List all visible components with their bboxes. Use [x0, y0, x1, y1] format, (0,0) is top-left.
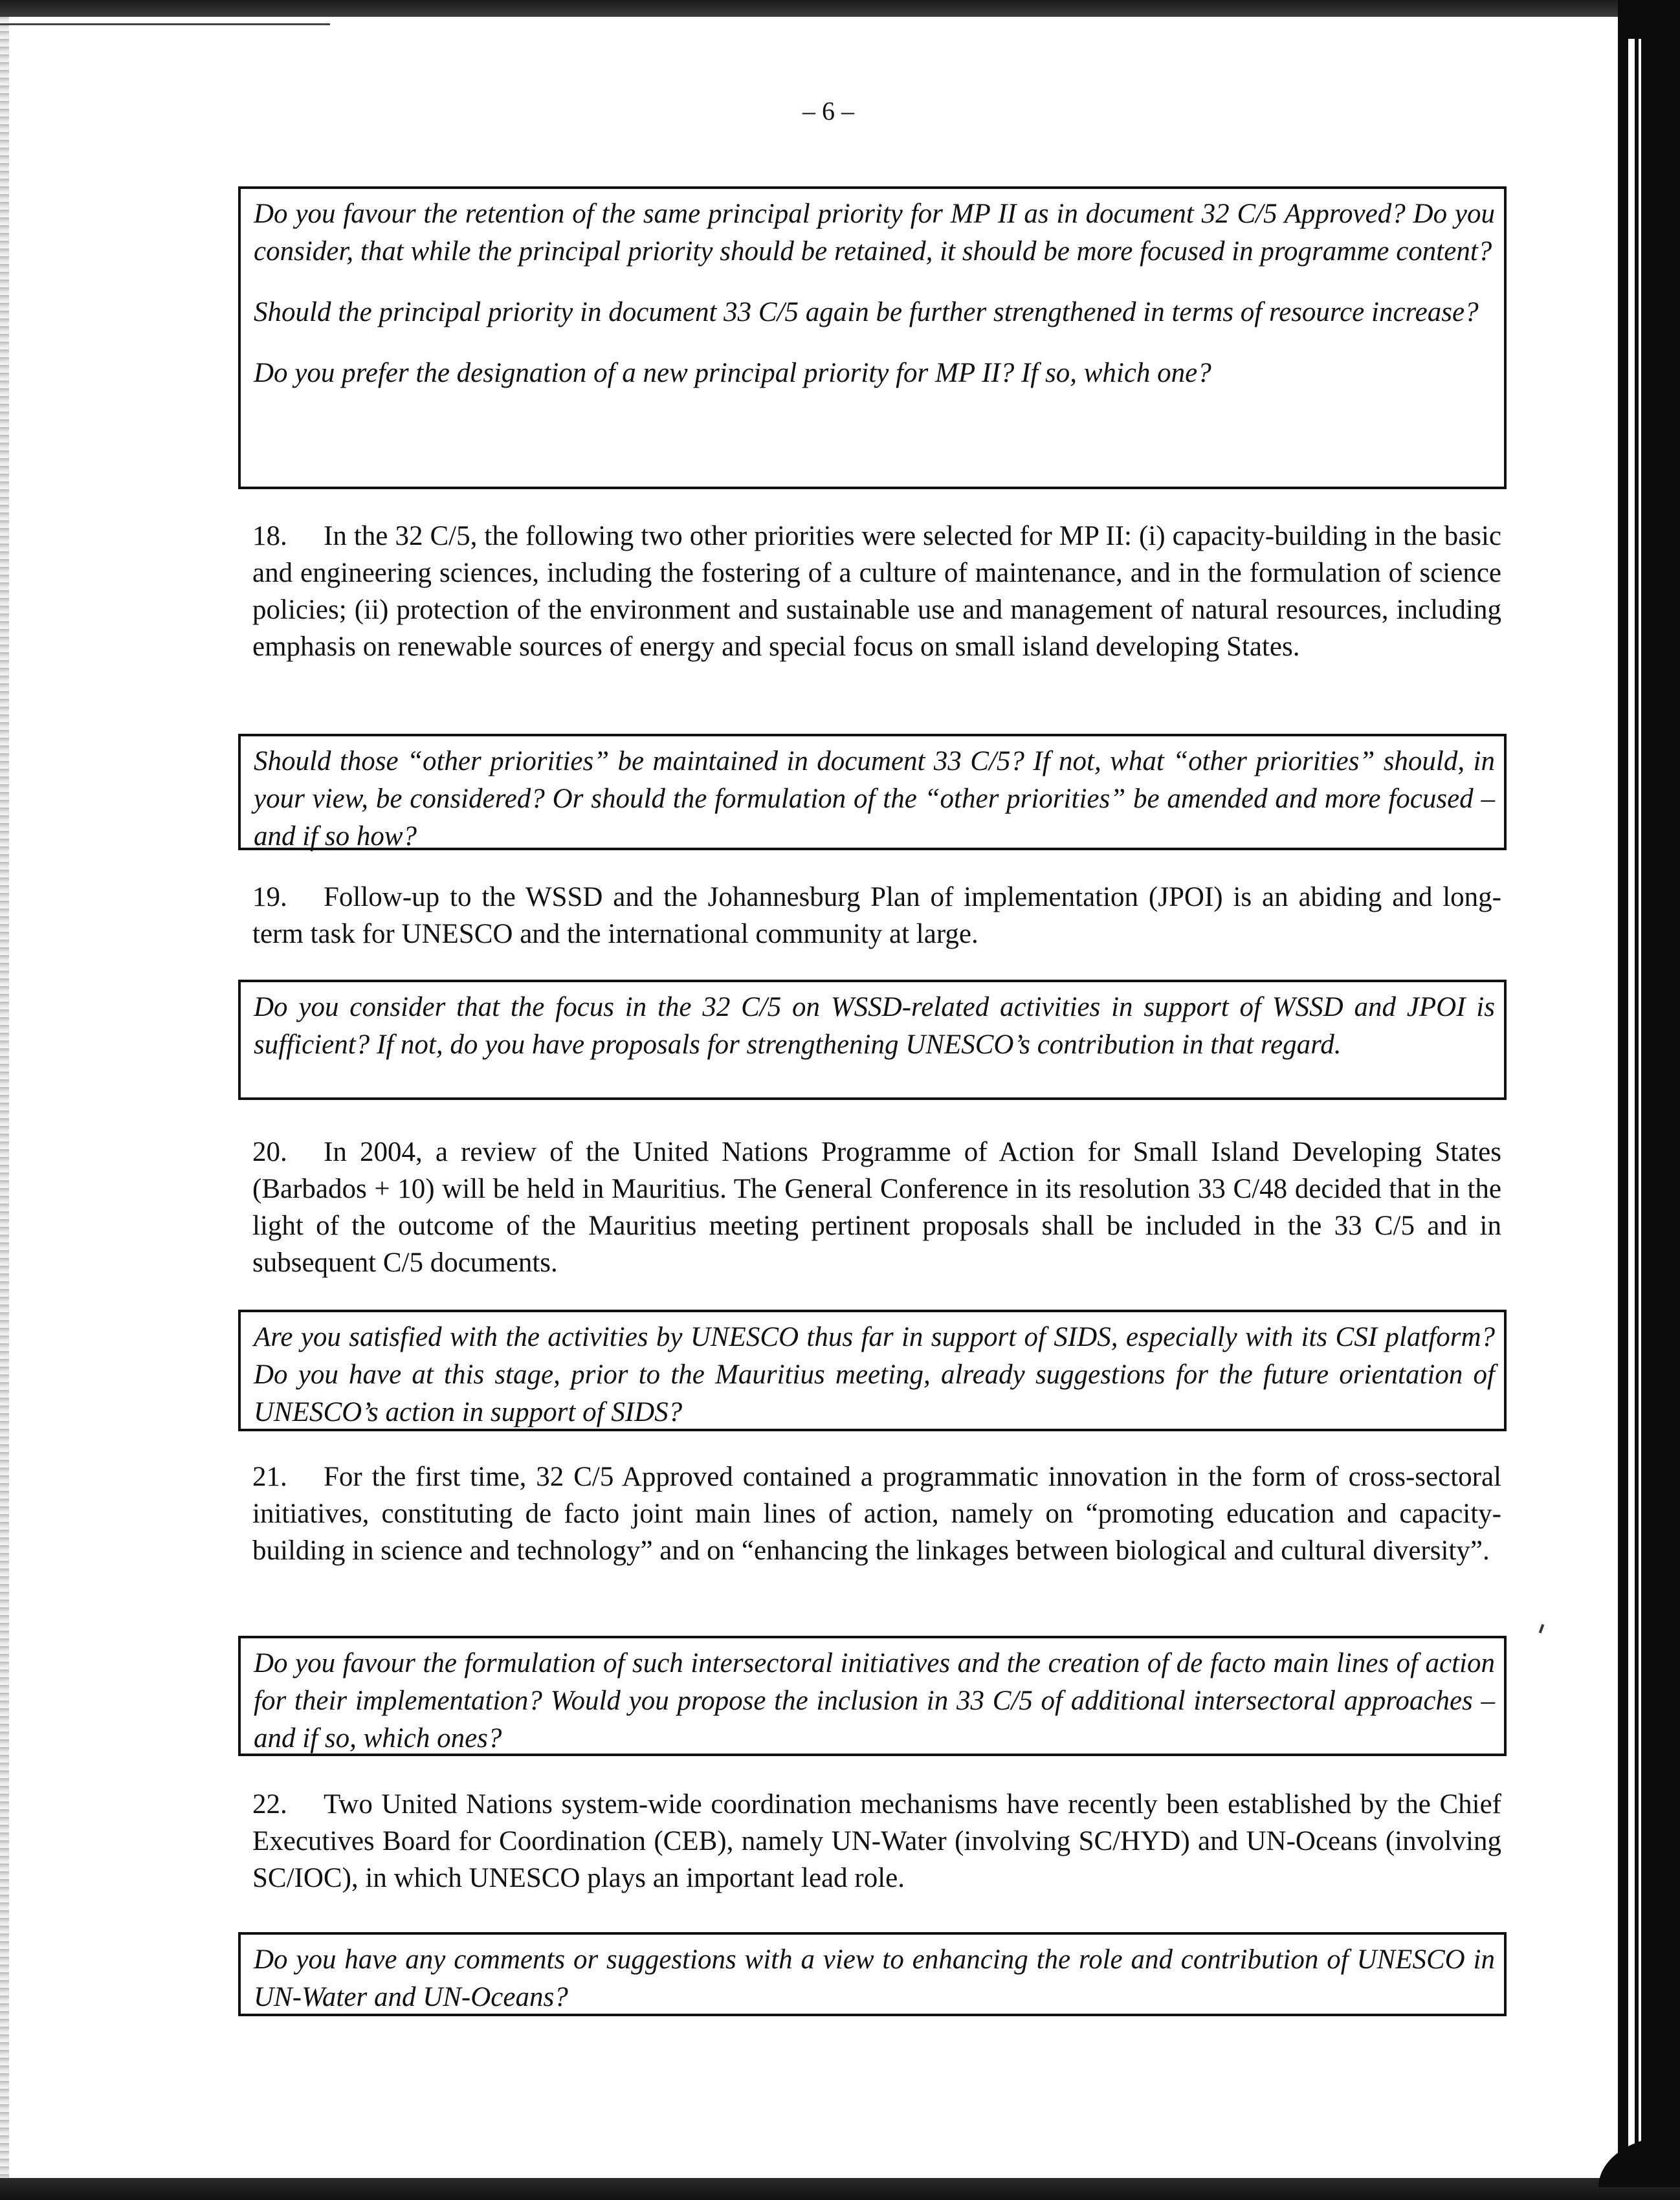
question-box-wssd: [238, 980, 1507, 1100]
paragraph-number: 22.: [252, 1789, 287, 1820]
paragraph-number: 19.: [252, 882, 287, 912]
question-text: Do you prefer the designation of a new principal priority for MP II? If so, which one?: [254, 358, 1211, 388]
paragraph-21: [252, 1458, 1501, 1569]
paragraph-text: In the 32 C/5, the following two other priorities were selected for MP II: (i) capacity-building in the basic and engineering sciences, including the fostering of a culture of maintenance, and in the formulation of science policies; (ii) protection of the environment and sustainable use and management of natural resources, including emphasis on renewable sources of energy and special focus on small island developing States.: [252, 521, 1501, 662]
scan-edge-right: [1618, 0, 1680, 2200]
paragraph-18: [252, 518, 1501, 665]
question-text: Do you consider that the focus in the 32 C/5 on WSSD-related activities in support of WSSD and JPOI is sufficient? If not, do you have proposals for strengthening UNESCO’s contribution in that regard.: [254, 992, 1495, 1060]
question-text: Do you have any comments or suggestions with a view to enhancing the role and contribution of UNESCO in UN-Water and UN-Oceans?: [254, 1944, 1495, 2012]
paragraph-22: [252, 1786, 1501, 1897]
question-text: Should those “other priorities” be maintained in document 33 C/5? If not, what “other priorities” should, in your view, be considered? Or should the formulation of the “other priorities” be amended and more focused – and if so how?: [254, 746, 1495, 852]
scan-edge-bottom: [0, 2178, 1680, 2200]
scan-edge-top: [0, 0, 1680, 17]
question-text: Do you favour the formulation of such intersectoral initiatives and the creation of de facto main lines of action for their implementation? Would you propose the inclusion in 33 C/5 of additional intersectoral approaches – and if so, which ones?: [254, 1648, 1495, 1754]
paragraph-number: 21.: [252, 1462, 287, 1492]
question-text: Are you satisfied with the activities by UNESCO thus far in support of SIDS, especially with its CSI platform? Do you have at this stage, prior to the Mauritius meeting, already suggestions for the future orientation of UNESCO’s action in support of SIDS?: [254, 1322, 1495, 1427]
question-box-principal-priority: [238, 186, 1507, 489]
paragraph-20: [252, 1134, 1501, 1281]
paragraph-19: [252, 879, 1501, 952]
scan-edge-right-gap: [1628, 39, 1635, 2181]
page-number: – 6 –: [802, 96, 854, 126]
question-box-other-priorities: [238, 734, 1507, 850]
scan-edge-left: [0, 0, 9, 2200]
paragraph-text: For the first time, 32 C/5 Approved contained a programmatic innovation in the form of cross-sectoral initiatives, constituting de facto joint main lines of action, namely on “promoting education and capacity-building in science and technology” and on “enhancing the linkages between biological and cultural diversity”.: [252, 1462, 1501, 1566]
question-text: Do you favour the retention of the same principal priority for MP II as in document 32 C/5 Approved? Do you consider, that while the principal priority should be retained, it should be more focused in programme content?: [254, 199, 1495, 267]
paragraph-text: Follow-up to the WSSD and the Johannesburg Plan of implementation (JPOI) is an abiding and long-term task for UNESCO and the international community at large.: [252, 882, 1501, 949]
question-box-sids: [238, 1310, 1507, 1431]
stray-mark: [1539, 1624, 1545, 1634]
question-box-un-water-oceans: [238, 1932, 1507, 2016]
paragraph-text: Two United Nations system-wide coordination mechanisms have recently been established by the Chief Executives Board for Coordination (CEB), namely UN-Water (involving SC/HYD) and UN-Oceans (involving SC/IOC), in which UNESCO plays an important lead role.: [252, 1789, 1501, 1893]
paragraph-text: In 2004, a review of the United Nations Programme of Action for Small Island Developing States (Barbados + 10) will be held in Mauritius. The General Conference in its resolution 33 C/48 decided that in the light of the outcome of the Mauritius meeting pertinent proposals shall be included in the 33 C/5 and in subsequent C/5 documents.: [252, 1137, 1501, 1278]
scan-edge-right-gap-inner: [1639, 39, 1641, 2181]
scan-line-top: [0, 23, 330, 25]
scan-corner-bottom-right: [1598, 2135, 1680, 2187]
question-text: Should the principal priority in document 33 C/5 again be further strengthened in terms of resource increase?: [254, 297, 1479, 327]
paragraph-number: 18.: [252, 521, 287, 551]
question-box-intersectoral: [238, 1636, 1507, 1756]
paragraph-number: 20.: [252, 1137, 287, 1167]
